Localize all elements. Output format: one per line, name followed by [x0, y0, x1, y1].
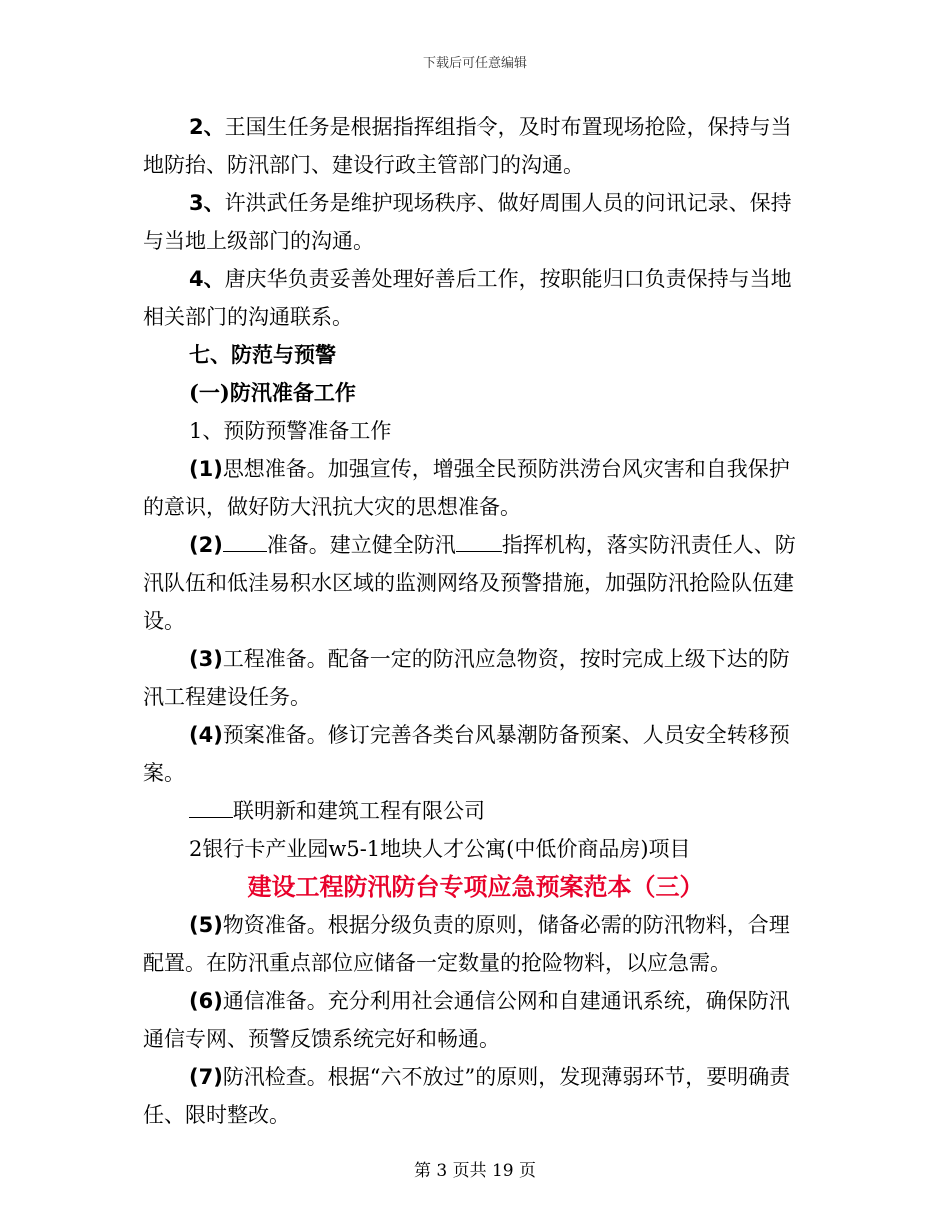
company-name: 联明新和建筑工程有限公司 — [143, 792, 808, 830]
item-number: 3、 — [189, 191, 225, 215]
paragraph-task-4 — [143, 260, 808, 336]
item-text: 工程准备。配备一定的防汛应急物资，按时完成上级下达的防汛工程建设任务。 — [143, 647, 790, 709]
item-number: (1) — [189, 457, 223, 481]
paragraph-text: 许洪武任务是维护现场秩序、做好周围人员的问讯记录、保持与当地上级部门的沟通。 — [143, 191, 792, 253]
item-number: 2、 — [189, 115, 225, 139]
item-1 — [143, 450, 808, 526]
item-text: 预案准备。修订完善各类台风暴潮防备预案、人员安全转移预案。 — [143, 723, 790, 785]
item-5 — [143, 906, 808, 982]
page-header: 下载后可任意编辑 — [422, 56, 527, 71]
item-text: 思想准备。加强宣传，增强全民预防洪涝台风灾害和自我保护的意识，做好防大汛抗大灾的思想准备。 — [143, 457, 790, 519]
paragraph-text: 王国生任务是根据指挥组指令，及时布置现场抢险，保持与当地防抬、防汛部门、建设行政主管部门的沟通。 — [143, 115, 792, 177]
section-heading-7: 七、防范与预警 — [189, 342, 336, 367]
item-text: 指挥机构，落实防汛责任人、防汛队伍和低洼易积水区域的监测网络及预警措施，加强防汛抢险队伍建设。 — [143, 533, 796, 633]
item-text: 物资准备。根据分级负责的原则，储备必需的防汛物料，合理配置。在防汛重点部位应储备一定数量的抢险物料，以应急需。 — [143, 913, 790, 975]
item-text: 通信准备。充分利用社会通信公网和自建通讯系统，确保防汛通信专网、预警反馈系统完好和畅通。 — [143, 989, 790, 1051]
blank-field — [456, 531, 502, 552]
item-7 — [143, 1058, 808, 1134]
subheading-warning-prep: 1、预防预警准备工作 — [189, 419, 392, 443]
item-number: (6) — [189, 989, 223, 1013]
item-number: (3) — [189, 647, 223, 671]
blank-field — [223, 531, 267, 552]
item-4 — [143, 716, 808, 792]
item-6 — [143, 982, 808, 1058]
item-3 — [143, 640, 808, 716]
item-number: (4) — [189, 723, 223, 747]
item-text: 准备。建立健全防汛 — [266, 533, 456, 557]
page-footer: 第 3 页共 19 页 — [413, 1161, 537, 1181]
item-number: 4、 — [189, 267, 225, 291]
project-name: 2银行卡产业园w5-1地块人才公寓(中低价商品房)项目 — [189, 837, 691, 861]
subsection-heading-1: (一)防汛准备工作 — [189, 380, 356, 405]
document-title: 建设工程防汛防台专项应急预案范本（三） — [247, 872, 704, 901]
item-number: (2) — [189, 533, 223, 557]
paragraph-task-2 — [143, 108, 808, 184]
paragraph-text: 唐庆华负责妥善处理好善后工作，按职能归口负责保持与当地相关部门的沟通联系。 — [143, 267, 792, 329]
item-number: (7) — [189, 1065, 223, 1089]
item-2 — [143, 526, 808, 640]
document-body — [143, 108, 808, 1134]
item-text: 防汛检查。根据“六不放过”的原则，发现薄弱环节，要明确责任、限时整改。 — [143, 1065, 791, 1127]
blank-field — [189, 797, 233, 818]
item-number: (5) — [189, 913, 223, 937]
paragraph-task-3 — [143, 184, 808, 260]
